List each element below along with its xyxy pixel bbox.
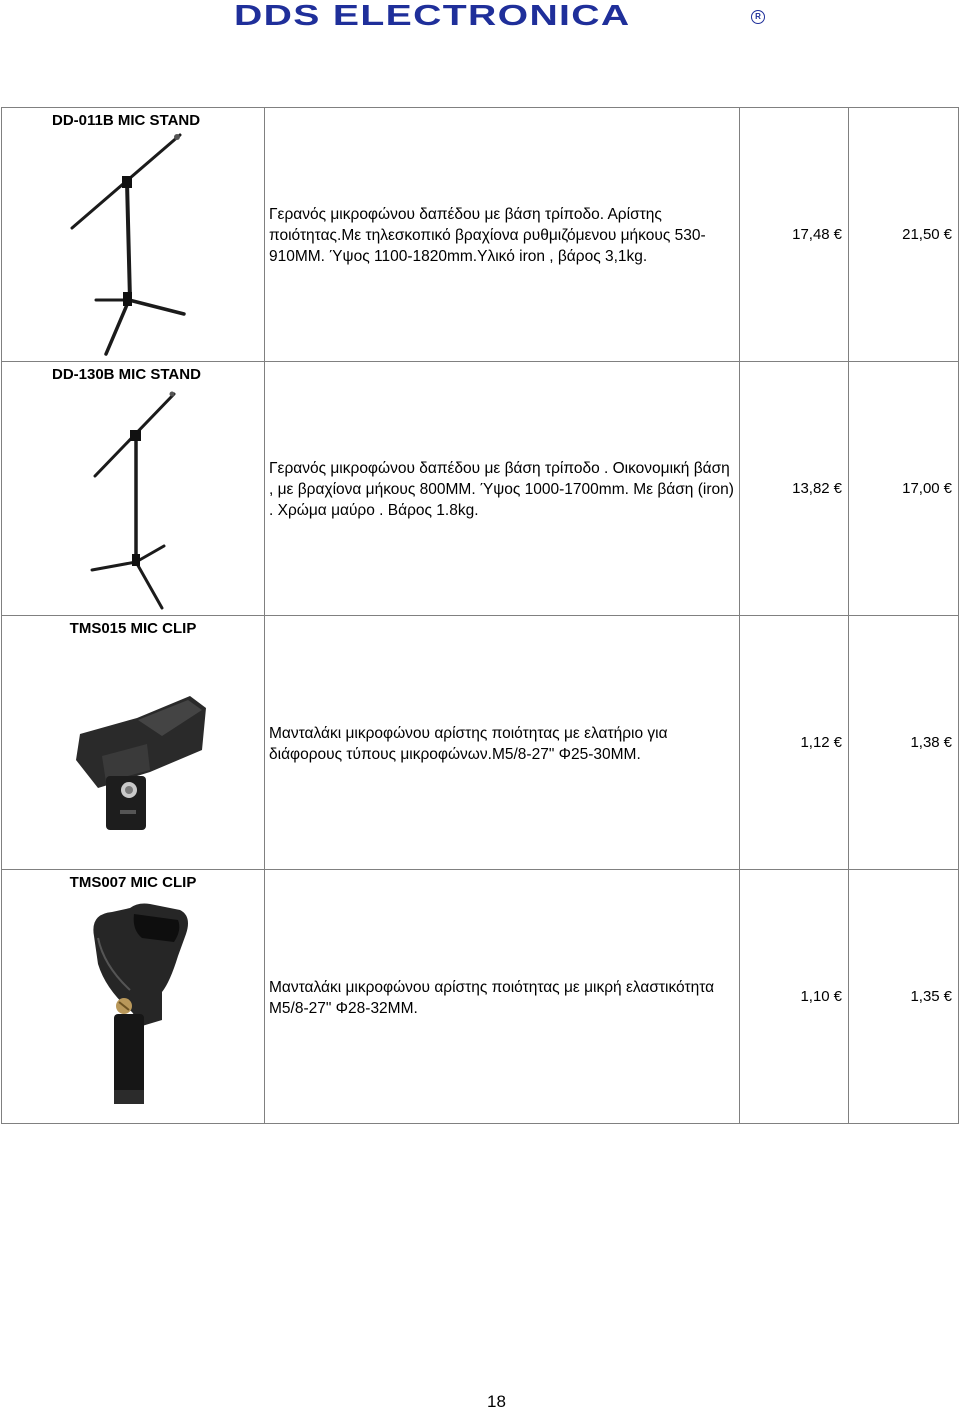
price-cell <box>849 616 959 870</box>
brand-name: DDS ELECTRONICA <box>234 0 631 32</box>
price-value <box>800 734 842 751</box>
price-cell <box>740 616 849 870</box>
price-cell <box>740 362 849 616</box>
euro-icon: € <box>943 988 952 1005</box>
price-amount: 17,48 <box>792 226 830 243</box>
table-row <box>2 362 959 616</box>
price-cell <box>740 108 849 362</box>
price-value <box>800 988 842 1005</box>
price-value <box>902 226 952 243</box>
boom-mic-stand-image <box>2 386 264 614</box>
euro-icon: € <box>943 480 952 497</box>
product-description-cell <box>265 362 740 616</box>
price-amount: 21,50 <box>902 226 940 243</box>
product-description: Γερανός μικροφώνου δαπέδου με βάση τρίποδο . Οικονομική βάση , με βραχίονα μήκους 800MM. Ύψος 1000-1700mm. Με βάση (iron) . Χρώμα μαύρο . Βάρος 1.8kg. <box>269 460 734 519</box>
table-row <box>2 870 959 1124</box>
price-amount: 17,00 <box>902 480 940 497</box>
product-description-cell <box>265 108 740 362</box>
price-cell <box>740 870 849 1124</box>
price-value <box>792 480 842 497</box>
product-description-cell <box>265 616 740 870</box>
euro-icon: € <box>943 734 952 751</box>
product-image-cell <box>2 362 265 616</box>
price-value <box>910 734 952 751</box>
page-number: 18 <box>487 1392 506 1411</box>
price-amount: 1,10 <box>800 988 830 1005</box>
price-cell <box>849 870 959 1124</box>
product-description: Μανταλάκι μικροφώνου αρίστης ποιότητας με ελατήριο για διάφορους τύπους μικροφώνων.M5/8-27" Φ25-30MM. <box>269 725 668 763</box>
price-amount: 1,12 <box>800 734 830 751</box>
euro-icon: € <box>943 226 952 243</box>
price-amount: 1,38 <box>910 734 940 751</box>
product-table <box>1 107 959 1124</box>
product-description: Μανταλάκι μικροφώνου αρίστης ποιότητας με μικρή ελαστικότητα M5/8-27" Φ28-32MM. <box>269 979 715 1017</box>
boom-mic-stand-image <box>2 132 264 360</box>
product-model: DD-130B MIC STAND <box>52 366 201 383</box>
euro-icon: € <box>833 988 842 1005</box>
brand-logo <box>0 0 960 36</box>
product-model: DD-011B MIC STAND <box>52 112 201 129</box>
table-row <box>2 108 959 362</box>
price-value <box>792 226 842 243</box>
elastic-mic-clip-image <box>2 894 264 1122</box>
product-description-cell <box>265 870 740 1124</box>
price-amount: 13,82 <box>792 480 830 497</box>
euro-icon: € <box>833 226 842 243</box>
price-value <box>910 988 952 1005</box>
euro-icon: € <box>833 734 842 751</box>
product-image-cell <box>2 870 265 1124</box>
price-value <box>902 480 952 497</box>
price-cell <box>849 362 959 616</box>
product-model: TMS015 MIC CLIP <box>69 620 197 637</box>
euro-icon: € <box>833 480 842 497</box>
product-image-cell <box>2 616 265 870</box>
product-image-cell <box>2 108 265 362</box>
price-amount: 1,35 <box>910 988 940 1005</box>
price-cell <box>849 108 959 362</box>
table-row <box>2 616 959 870</box>
product-description: Γερανός μικροφώνου δαπέδου με βάση τρίποδο. Αρίστης ποιότητας.Με τηλεσκοπικό βραχίονα ρυθμιζόμενου μήκους 530-910MM. Ύψος 1100-1820mm.Υλικό iron , βάρος 3,1kg. <box>269 206 706 265</box>
spring-mic-clip-image <box>2 640 264 868</box>
product-model: TMS007 MIC CLIP <box>69 874 197 891</box>
registered-mark-icon: R <box>751 10 765 24</box>
